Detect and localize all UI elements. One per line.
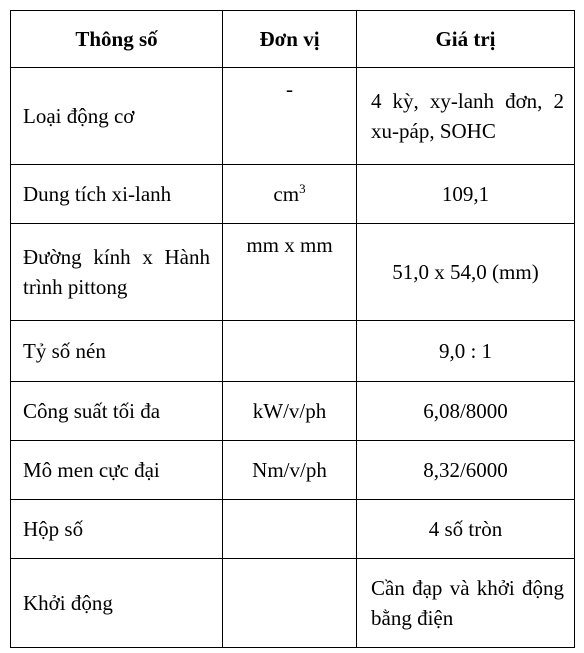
table-row	[11, 165, 575, 224]
table-row	[11, 68, 575, 165]
param-name: Đường kính x Hành trình pittong	[11, 224, 223, 321]
engine-spec-table	[10, 10, 575, 648]
param-value: 51,0 x 54,0 (mm)	[357, 224, 575, 321]
param-unit: mm x mm	[223, 224, 357, 321]
table-row	[11, 382, 575, 441]
param-unit	[223, 559, 357, 648]
param-unit	[223, 321, 357, 382]
header-parameter: Thông số	[11, 11, 223, 68]
table-row	[11, 321, 575, 382]
param-value: 109,1	[357, 165, 575, 224]
param-value: 8,32/6000	[357, 441, 575, 500]
param-unit: kW/v/ph	[223, 382, 357, 441]
param-value: 4 kỳ, xy-lanh đơn, 2 xu-páp, SOHC	[357, 68, 575, 165]
param-value: 4 số tròn	[357, 500, 575, 559]
param-value: 9,0 : 1	[357, 321, 575, 382]
param-value: 6,08/8000	[357, 382, 575, 441]
param-name: Dung tích xi-lanh	[11, 165, 223, 224]
param-unit: -	[223, 68, 357, 165]
unit-superscript: 3	[299, 181, 306, 196]
table-row	[11, 559, 575, 648]
table-row	[11, 441, 575, 500]
param-name: Khởi động	[11, 559, 223, 648]
table-row	[11, 224, 575, 321]
param-unit	[223, 500, 357, 559]
param-name: Loại động cơ	[11, 68, 223, 165]
header-row	[11, 11, 575, 68]
table-row	[11, 500, 575, 559]
param-name: Tỷ số nén	[11, 321, 223, 382]
param-value: Cần đạp và khởi động bằng điện	[357, 559, 575, 648]
param-unit: Nm/v/ph	[223, 441, 357, 500]
unit-base: cm	[273, 182, 300, 206]
param-name: Hộp số	[11, 500, 223, 559]
param-name: Công suất tối đa	[11, 382, 223, 441]
param-unit	[223, 165, 357, 224]
header-unit: Đơn vị	[223, 11, 357, 68]
header-value: Giá trị	[357, 11, 575, 68]
param-name: Mô men cực đại	[11, 441, 223, 500]
